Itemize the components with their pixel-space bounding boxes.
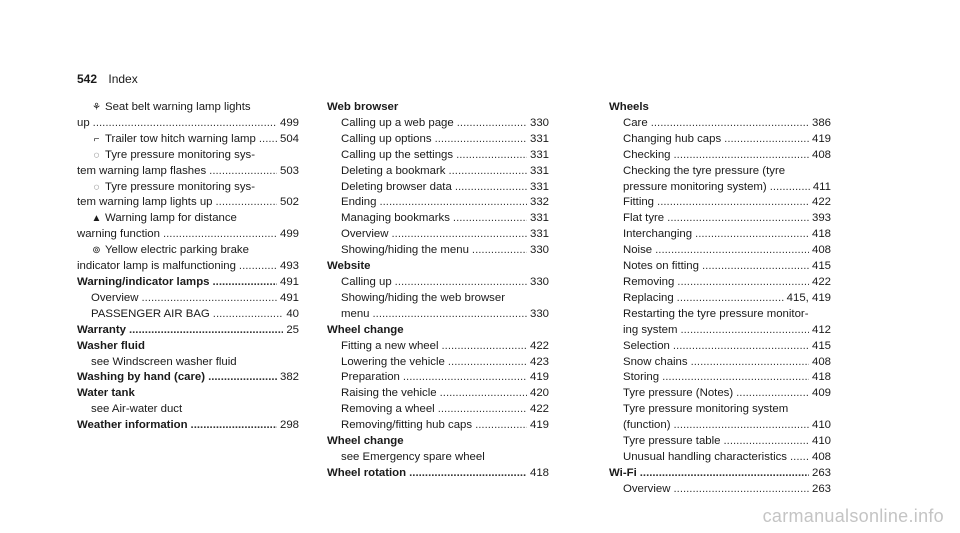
parking-brake-icon: ⊚ bbox=[92, 245, 101, 257]
dot-leader bbox=[662, 370, 809, 386]
entry-text: Noise bbox=[623, 244, 653, 257]
entry-text: Water tank bbox=[77, 387, 135, 400]
index-entry bbox=[609, 323, 831, 339]
entry-text: Notes on fitting bbox=[623, 260, 699, 273]
entry-page-number: 330 bbox=[529, 307, 549, 320]
dot-leader bbox=[724, 132, 809, 148]
index-entry bbox=[77, 323, 299, 339]
dot-leader bbox=[435, 132, 527, 148]
entry-text: ing system bbox=[623, 323, 678, 336]
entry-text: Showing/hiding the web browser bbox=[341, 291, 505, 304]
entry-page-number: 422 bbox=[811, 275, 831, 288]
entry-page-number: 409 bbox=[811, 387, 831, 400]
entry-page-number: 420 bbox=[529, 387, 549, 400]
entry-text: Removing bbox=[623, 275, 675, 288]
dot-leader bbox=[673, 418, 809, 434]
entry-page-number: 410 bbox=[811, 435, 831, 448]
dot-leader bbox=[191, 418, 277, 434]
index-entry bbox=[609, 402, 831, 418]
dot-leader bbox=[448, 355, 527, 371]
entry-text: tem warning lamp lights up bbox=[77, 196, 213, 209]
dot-leader bbox=[667, 211, 809, 227]
entry-page-number: 25 bbox=[286, 323, 299, 336]
index-entry bbox=[327, 386, 549, 402]
entry-text: Calling up options bbox=[341, 132, 432, 145]
entry-text: warning function bbox=[77, 228, 160, 241]
index-entry bbox=[77, 418, 299, 434]
index-entry bbox=[77, 180, 299, 196]
index-entry bbox=[327, 164, 549, 180]
index-entry bbox=[609, 211, 831, 227]
entry-text: Trailer tow hitch warning lamp bbox=[105, 132, 256, 145]
index-entry bbox=[609, 307, 831, 323]
dot-leader bbox=[216, 195, 277, 211]
index-entry bbox=[609, 100, 831, 116]
entry-page-number: 415, 419 bbox=[786, 291, 831, 304]
entry-text: Washer fluid bbox=[77, 339, 145, 352]
entry-text: Ending bbox=[341, 196, 377, 209]
dot-leader bbox=[373, 307, 527, 323]
entry-page-number: 422 bbox=[811, 196, 831, 209]
entry-text: Replacing bbox=[623, 291, 674, 304]
entry-text: Seat belt warning lamp lights bbox=[105, 101, 251, 113]
index-entry bbox=[77, 100, 299, 116]
entry-page-number: 331 bbox=[529, 212, 549, 225]
index-entry bbox=[609, 434, 831, 450]
index-entry bbox=[327, 339, 549, 355]
entry-text: Wheel change bbox=[327, 323, 404, 336]
entry-text: Fitting a new wheel bbox=[341, 339, 439, 352]
entry-text: Overview bbox=[91, 291, 139, 304]
index-entry bbox=[327, 116, 549, 132]
dot-leader bbox=[475, 418, 527, 434]
entry-text: Yellow electric parking brake bbox=[105, 244, 249, 257]
entry-page-number: 330 bbox=[529, 244, 549, 257]
entry-text: Overview bbox=[623, 482, 671, 495]
index-entry bbox=[77, 243, 299, 259]
entry-text: Warning lamp for distance bbox=[105, 212, 237, 225]
index-entry bbox=[609, 116, 831, 132]
entry-text: Snow chains bbox=[623, 355, 688, 368]
dot-leader bbox=[93, 116, 277, 132]
entry-text: Weather information bbox=[77, 419, 188, 432]
dot-leader bbox=[448, 164, 527, 180]
index-entry bbox=[327, 100, 549, 116]
index-entry bbox=[609, 466, 831, 482]
entry-page-number: 418 bbox=[811, 228, 831, 241]
index-entry bbox=[327, 180, 549, 196]
index-entry bbox=[77, 227, 299, 243]
dot-leader bbox=[736, 386, 809, 402]
index-entry bbox=[609, 259, 831, 275]
entry-text: Storing bbox=[623, 371, 660, 384]
dot-leader bbox=[673, 482, 809, 498]
dot-leader bbox=[409, 466, 527, 482]
entry-text: Fitting bbox=[623, 196, 655, 209]
entry-text: Warranty bbox=[77, 323, 126, 336]
index-entry bbox=[77, 211, 299, 227]
entry-page-number: 408 bbox=[811, 148, 831, 161]
entry-page-number: 499 bbox=[279, 228, 299, 241]
index-entry bbox=[77, 339, 299, 355]
entry-text: Calling up a web page bbox=[341, 116, 454, 129]
entry-text: Warning/indicator lamps bbox=[77, 275, 210, 288]
entry-text: Interchanging bbox=[623, 228, 693, 241]
entry-page-number: 418 bbox=[811, 371, 831, 384]
index-entry bbox=[609, 355, 831, 371]
entry-text: Managing bookmarks bbox=[341, 212, 450, 225]
entry-page-number: 491 bbox=[279, 291, 299, 304]
entry-page-number: 491 bbox=[279, 275, 299, 288]
entry-text: Checking bbox=[623, 148, 671, 161]
entry-text: Selection bbox=[623, 339, 670, 352]
section-title: Index bbox=[108, 72, 138, 86]
index-entry bbox=[327, 418, 549, 434]
entry-text: Wi-Fi bbox=[609, 466, 637, 479]
index-entry bbox=[609, 450, 831, 466]
index-entry bbox=[327, 148, 549, 164]
dot-leader bbox=[472, 243, 527, 259]
entry-text: see Air-water duct bbox=[91, 403, 183, 416]
index-entry bbox=[327, 132, 549, 148]
dot-leader bbox=[680, 323, 809, 339]
entry-text: Deleting a bookmark bbox=[341, 164, 446, 177]
index-entry bbox=[77, 275, 299, 291]
entry-text: Lowering the vehicle bbox=[341, 355, 445, 368]
dot-leader bbox=[651, 116, 809, 132]
entry-page-number: 331 bbox=[529, 228, 549, 241]
entry-page-number: 331 bbox=[529, 164, 549, 177]
dot-leader bbox=[677, 275, 809, 291]
dot-leader bbox=[770, 180, 810, 196]
dot-leader bbox=[655, 243, 809, 259]
index-entry bbox=[327, 434, 549, 450]
dot-leader bbox=[209, 164, 277, 180]
index-entry bbox=[77, 386, 299, 402]
entry-text: tem warning lamp flashes bbox=[77, 164, 207, 177]
entry-page-number: 330 bbox=[529, 275, 549, 288]
dot-leader bbox=[702, 259, 809, 275]
entry-page-number: 415 bbox=[811, 260, 831, 273]
entry-text: Website bbox=[327, 260, 371, 273]
dot-leader bbox=[673, 339, 809, 355]
entry-text: Calling up bbox=[341, 275, 392, 288]
entry-text: Showing/hiding the menu bbox=[341, 244, 469, 257]
index-column-1 bbox=[77, 100, 299, 434]
entry-text: Wheel change bbox=[327, 435, 404, 448]
dot-leader bbox=[657, 195, 809, 211]
dot-leader bbox=[163, 227, 277, 243]
dot-leader bbox=[239, 259, 277, 275]
entry-page-number: 411 bbox=[812, 180, 831, 193]
index-entry bbox=[77, 355, 299, 371]
entry-page-number: 40 bbox=[286, 307, 299, 320]
entry-text: pressure monitoring system) bbox=[623, 180, 767, 193]
index-entry bbox=[609, 195, 831, 211]
dot-leader bbox=[208, 370, 277, 386]
entry-page-number: 331 bbox=[529, 132, 549, 145]
index-entry bbox=[77, 402, 299, 418]
index-entry bbox=[327, 450, 549, 466]
entry-text: Checking the tyre pressure (tyre bbox=[623, 164, 786, 177]
entry-text: up bbox=[77, 116, 90, 129]
entry-page-number: 422 bbox=[529, 339, 549, 352]
index-entry bbox=[609, 164, 831, 180]
index-entry bbox=[77, 148, 299, 164]
dot-leader bbox=[259, 132, 277, 148]
entry-text: Unusual handling characteristics bbox=[623, 450, 787, 463]
entry-page-number: 499 bbox=[279, 116, 299, 129]
entry-page-number: 503 bbox=[279, 164, 299, 177]
index-entry bbox=[77, 195, 299, 211]
entry-text: Deleting browser data bbox=[341, 180, 452, 193]
index-entry bbox=[327, 211, 549, 227]
index-entry bbox=[327, 355, 549, 371]
index-entry bbox=[327, 259, 549, 275]
entry-page-number: 263 bbox=[811, 466, 831, 479]
index-entry bbox=[327, 307, 549, 323]
entry-page-number: 408 bbox=[811, 355, 831, 368]
entry-page-number: 418 bbox=[529, 466, 549, 479]
tyre-pressure-icon: ◌ bbox=[93, 149, 100, 161]
entry-text: (function) bbox=[623, 419, 671, 432]
entry-text: Removing a wheel bbox=[341, 403, 435, 416]
entry-page-number: 410 bbox=[811, 419, 831, 432]
index-entry bbox=[327, 466, 549, 482]
dot-leader bbox=[395, 275, 527, 291]
dot-leader bbox=[695, 227, 809, 243]
dot-leader bbox=[640, 466, 809, 482]
entry-page-number: 502 bbox=[279, 196, 299, 209]
index-entry bbox=[327, 323, 549, 339]
entry-page-number: 423 bbox=[529, 355, 549, 368]
page-header bbox=[77, 72, 138, 86]
dot-leader bbox=[440, 386, 527, 402]
index-entry bbox=[609, 132, 831, 148]
entry-text: Flat tyre bbox=[623, 212, 665, 225]
index-entry bbox=[609, 291, 831, 307]
index-entry bbox=[609, 243, 831, 259]
index-entry bbox=[609, 386, 831, 402]
tyre-pressure-icon: ◌ bbox=[93, 181, 100, 193]
entry-text: Tyre pressure monitoring system bbox=[623, 403, 789, 416]
dot-leader bbox=[442, 339, 527, 355]
dot-leader bbox=[457, 116, 527, 132]
index-entry bbox=[77, 259, 299, 275]
entry-page-number: 422 bbox=[529, 403, 549, 416]
entry-text: Removing/fitting hub caps bbox=[341, 419, 473, 432]
index-entry bbox=[77, 307, 299, 323]
index-entry bbox=[609, 148, 831, 164]
entry-text: Care bbox=[623, 116, 648, 129]
entry-text: Preparation bbox=[341, 371, 400, 384]
index-entry bbox=[327, 402, 549, 418]
entry-text: Wheel rotation bbox=[327, 466, 407, 479]
index-entry bbox=[77, 291, 299, 307]
entry-page-number: 419 bbox=[811, 132, 831, 145]
index-entry bbox=[609, 339, 831, 355]
entry-text: indicator lamp is malfunctioning bbox=[77, 260, 236, 273]
trailer-hitch-icon: ⌐ bbox=[93, 133, 100, 145]
entry-text: Overview bbox=[341, 228, 389, 241]
index-entry bbox=[609, 482, 831, 498]
entry-text: Tyre pressure monitoring sys- bbox=[105, 180, 256, 193]
index-entry bbox=[77, 116, 299, 132]
entry-text: Calling up the settings bbox=[341, 148, 454, 161]
entry-page-number: 382 bbox=[279, 371, 299, 384]
entry-text: see Windscreen washer fluid bbox=[91, 355, 237, 368]
index-entry bbox=[609, 275, 831, 291]
entry-text: see Emergency spare wheel bbox=[341, 450, 485, 463]
dot-leader bbox=[129, 323, 283, 339]
dot-leader bbox=[453, 211, 527, 227]
entry-text: Tyre pressure monitoring sys- bbox=[105, 148, 256, 161]
entry-page-number: 298 bbox=[279, 419, 299, 432]
dot-leader bbox=[379, 195, 527, 211]
dot-leader bbox=[213, 307, 284, 323]
index-entry bbox=[77, 132, 299, 148]
dot-leader bbox=[677, 291, 784, 307]
seat-belt-icon: ⚘ bbox=[92, 102, 101, 113]
dot-leader bbox=[724, 434, 809, 450]
dot-leader bbox=[141, 291, 277, 307]
entry-page-number: 415 bbox=[811, 339, 831, 352]
dot-leader bbox=[456, 148, 527, 164]
entry-text: Web browser bbox=[327, 101, 399, 113]
entry-page-number: 330 bbox=[529, 116, 549, 129]
watermark: carmanualsonline.info bbox=[762, 506, 944, 526]
entry-text: Raising the vehicle bbox=[341, 387, 437, 400]
index-entry bbox=[327, 291, 549, 307]
index-entry bbox=[77, 164, 299, 180]
entry-page-number: 331 bbox=[529, 180, 549, 193]
index-entry bbox=[609, 180, 831, 196]
entry-page-number: 331 bbox=[529, 148, 549, 161]
dot-leader bbox=[391, 227, 527, 243]
entry-page-number: 408 bbox=[811, 450, 831, 463]
dot-leader bbox=[212, 275, 277, 291]
entry-page-number: 332 bbox=[529, 196, 549, 209]
distance-warning-icon: ▲ bbox=[91, 213, 102, 225]
index-entry bbox=[327, 275, 549, 291]
entry-page-number: 419 bbox=[529, 371, 549, 384]
entry-page-number: 408 bbox=[811, 244, 831, 257]
index-entry bbox=[609, 418, 831, 434]
dot-leader bbox=[790, 450, 809, 466]
dot-leader bbox=[691, 355, 809, 371]
page-number: 542 bbox=[77, 72, 98, 86]
entry-text: menu bbox=[341, 307, 370, 320]
entry-text: Washing by hand (care) bbox=[77, 371, 206, 384]
dot-leader bbox=[438, 402, 527, 418]
dot-leader bbox=[455, 180, 527, 196]
entry-text: Wheels bbox=[609, 101, 649, 113]
index-entry bbox=[327, 195, 549, 211]
index-entry bbox=[609, 227, 831, 243]
entry-text: Tyre pressure table bbox=[623, 435, 721, 448]
dot-leader bbox=[403, 370, 527, 386]
entry-page-number: 263 bbox=[811, 482, 831, 495]
index-entry bbox=[327, 227, 549, 243]
index-entry bbox=[609, 370, 831, 386]
index-column-2 bbox=[327, 100, 549, 482]
entry-page-number: 386 bbox=[811, 116, 831, 129]
entry-page-number: 412 bbox=[811, 323, 831, 336]
index-entry bbox=[327, 370, 549, 386]
dot-leader bbox=[674, 148, 809, 164]
entry-text: PASSENGER AIR BAG bbox=[91, 307, 210, 320]
entry-text: Changing hub caps bbox=[623, 132, 722, 145]
entry-page-number: 493 bbox=[279, 260, 299, 273]
index-column-3 bbox=[609, 100, 831, 498]
entry-text: Tyre pressure (Notes) bbox=[623, 387, 734, 400]
entry-text: Restarting the tyre pressure monitor- bbox=[623, 307, 809, 320]
index-entry bbox=[327, 243, 549, 259]
index-entry bbox=[77, 370, 299, 386]
entry-page-number: 393 bbox=[811, 212, 831, 225]
entry-page-number: 419 bbox=[529, 419, 549, 432]
entry-page-number: 504 bbox=[279, 132, 299, 145]
